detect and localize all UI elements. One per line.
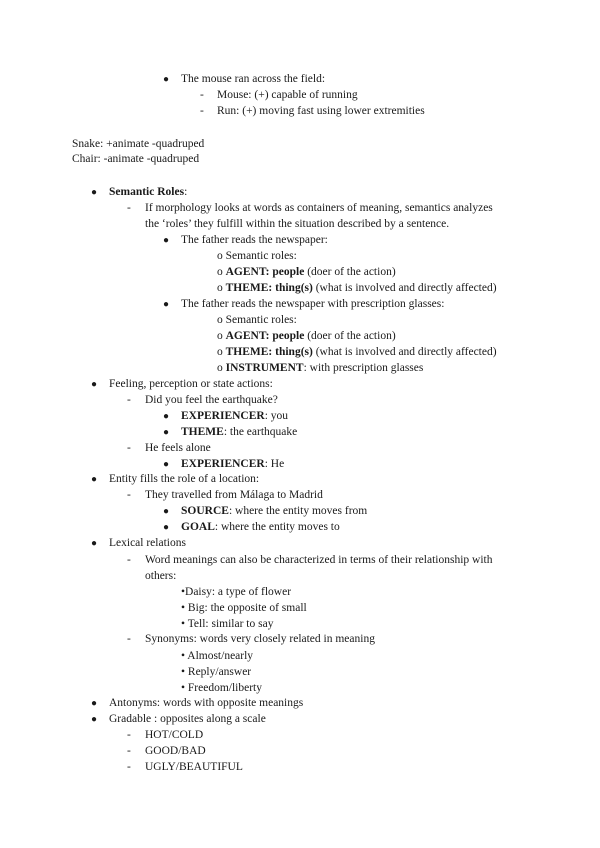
example-sentence: The father reads the newspaper with prescription glasses:	[181, 298, 445, 310]
list-item: • Tell: similar to say	[181, 618, 274, 630]
paragraph-line: others:	[145, 570, 177, 582]
list-item: • Big: the opposite of small	[181, 602, 307, 614]
paragraph-line: the ‘roles’ they fulfill within the situation described by a sentence.	[145, 218, 450, 230]
feature-line-snake: Snake: +animate -quadruped	[72, 138, 205, 150]
list-item: • Almost/nearly	[181, 650, 254, 662]
section-heading: Lexical relations	[109, 537, 186, 549]
dash-icon: -	[127, 489, 131, 501]
section-heading: Antonyms: words with opposite meanings	[109, 697, 304, 709]
list-item: o THEME: thing(s) (what is involved and directly affected)	[217, 282, 497, 294]
list-item: o Semantic roles:	[217, 314, 297, 326]
example-sentence: The mouse ran across the field:	[181, 73, 326, 85]
bullet-icon: ●	[91, 187, 98, 198]
dash-icon: -	[127, 745, 131, 757]
paragraph-line: Synonyms: words very closely related in meaning	[145, 633, 375, 645]
role-item: THEME: the earthquake	[181, 426, 298, 438]
section-heading: Entity fills the role of a location:	[109, 473, 260, 485]
bullet-icon: ●	[163, 459, 170, 470]
list-item: o AGENT: people (doer of the action)	[217, 330, 396, 342]
bullet-icon: ●	[163, 411, 170, 422]
dash-icon: -	[127, 761, 131, 773]
bullet-icon: ●	[163, 299, 170, 310]
dash-icon: -	[127, 202, 131, 214]
dash-icon: -	[127, 554, 131, 566]
list-item: • Reply/answer	[181, 666, 252, 678]
bullet-icon: ●	[91, 379, 98, 390]
section-heading: Feeling, perception or state actions:	[109, 378, 273, 390]
dash-icon: -	[127, 442, 131, 454]
paragraph-line: If morphology looks at words as containers of meaning, semantics analyzes	[145, 202, 493, 214]
section-heading: Gradable : opposites along a scale	[109, 713, 266, 725]
feature-line-chair: Chair: -animate -quadruped	[72, 153, 200, 165]
example-sentence: The father reads the newspaper:	[181, 234, 328, 246]
example-sentence: He feels alone	[145, 442, 211, 454]
role-item: EXPERIENCER: He	[181, 458, 285, 470]
dash-icon: -	[127, 633, 131, 645]
list-item: UGLY/BEAUTIFUL	[145, 761, 243, 773]
bullet-icon: ●	[91, 538, 98, 549]
bullet-icon: ●	[163, 506, 170, 517]
example-sentence: They travelled from Málaga to Madrid	[145, 489, 323, 501]
bullet-icon: ●	[163, 235, 170, 246]
dash-icon: -	[200, 105, 204, 117]
list-item: HOT/COLD	[145, 729, 204, 741]
bullet-icon: ●	[91, 698, 98, 709]
list-item: o THEME: thing(s) (what is involved and directly affected)	[217, 346, 497, 358]
paragraph-line: Word meanings can also be characterized in terms of their relationship with	[145, 554, 493, 566]
role-item: GOAL: where the entity moves to	[181, 521, 340, 533]
role-item: SOURCE: where the entity moves from	[181, 505, 368, 517]
bullet-icon: ●	[163, 74, 170, 85]
list-item: GOOD/BAD	[145, 745, 206, 757]
bullet-icon: ●	[91, 714, 98, 725]
bullet-icon: ●	[163, 522, 170, 533]
dash-icon: -	[127, 394, 131, 406]
list-item: Mouse: (+) capable of running	[217, 89, 358, 101]
list-item: Run: (+) moving fast using lower extremities	[217, 105, 425, 117]
dash-icon: -	[200, 89, 204, 101]
bullet-icon: ●	[91, 474, 98, 485]
bullet-icon: ●	[163, 427, 170, 438]
list-item: o Semantic roles:	[217, 250, 297, 262]
list-item: o AGENT: people (doer of the action)	[217, 266, 396, 278]
list-item: o INSTRUMENT: with prescription glasses	[217, 362, 424, 374]
list-item: • Freedom/liberty	[181, 682, 262, 694]
section-heading: Semantic Roles:	[109, 186, 188, 198]
dash-icon: -	[127, 729, 131, 741]
list-item: •Daisy: a type of flower	[181, 586, 292, 598]
example-sentence: Did you feel the earthquake?	[145, 394, 278, 406]
role-item: EXPERIENCER: you	[181, 410, 289, 422]
